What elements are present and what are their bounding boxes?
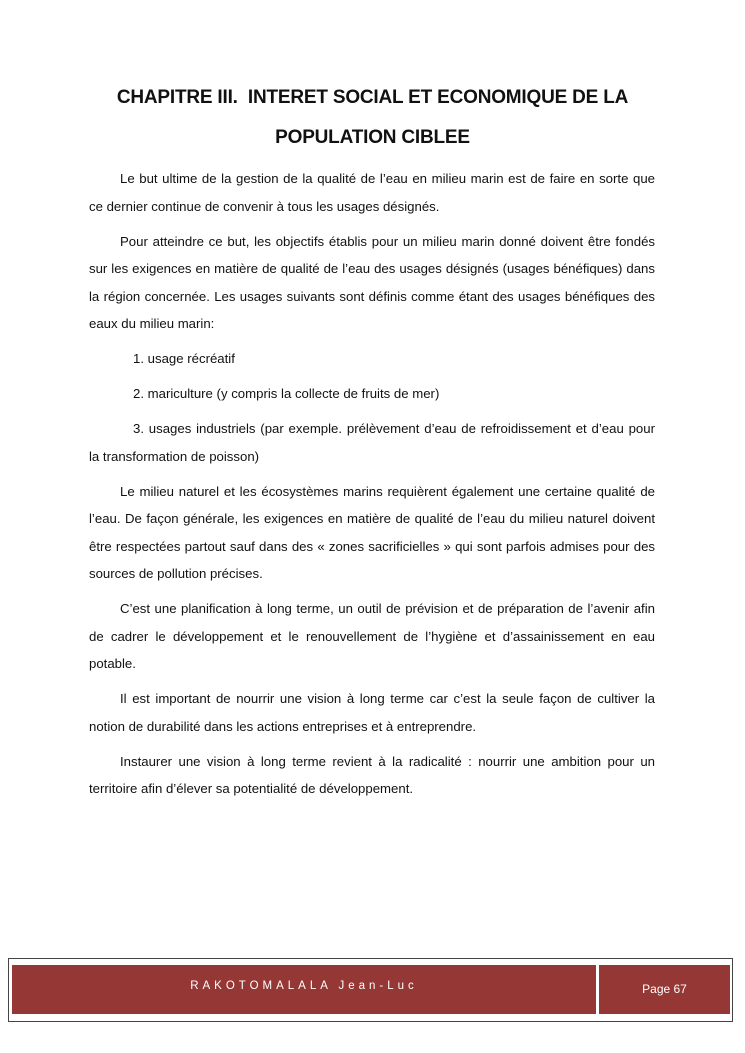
footer-page-box — [599, 965, 730, 1014]
list-item-1: 1. usage récréatif — [133, 351, 235, 366]
paragraph-5: Il est important de nourrir une vision à long terme car c’est la seule façon de cultiver la notion de durabilité dans les actions entreprises et à entreprendre. — [89, 691, 655, 734]
paragraph-6: Instaurer une vision à long terme revient à la radicalité : nourrir une ambition pour un territoire afin d’élever sa potentialité de développement. — [89, 753, 655, 796]
chapter-title-line-2: POPULATION CIBLEE — [275, 127, 470, 148]
page-number: Page 67 — [642, 981, 687, 996]
chapter-title-line-1: CHAPITRE III. INTERET SOCIAL ET ECONOMIQUE DE LA — [116, 87, 629, 108]
paragraph-3: Le milieu naturel et les écosystèmes marins requièrent également une certaine qualité de l’eau. De façon générale, les exigences en matière de qualité de l’eau du milieu naturel doivent être respectées partout sauf dans des « zones sacrificielles » qui sont parfois admises pour des sources de pollution précises. — [89, 483, 655, 581]
paragraph-4: C’est une planification à long terme, un outil de prévision et de préparation de l’avenir afin de cadrer le développement et le renouvellement de l’hygiène et d’assainissement en eau potable. — [89, 601, 655, 671]
footer-author-box — [12, 965, 596, 1014]
paragraph-2: Pour atteindre ce but, les objectifs établis pour un milieu marin donné doivent être fondés sur les exigences en matière de qualité de l’eau des usages désignés (usages bénéfiques) dans la région concernée. Les usages suivants sont définis comme étant des usages bénéfiques des eaux du milieu marin: — [89, 233, 655, 331]
footer-author: RAKOTOMALALA Jean-Luc — [190, 979, 418, 992]
body-text — [89, 165, 655, 810]
chapter-title — [90, 78, 655, 158]
list-item-3: 3. usages industriels (par exemple. prélèvement d’eau de refroidissement et d’eau pour la transformation de poisson) — [89, 421, 655, 464]
list-item-2: 2. mariculture (y compris la collecte de fruits de mer) — [133, 386, 440, 401]
paragraph-1: Le but ultime de la gestion de la qualité de l’eau en milieu marin est de faire en sorte que ce dernier continue de convenir à tous les usages désignés. — [89, 171, 655, 214]
